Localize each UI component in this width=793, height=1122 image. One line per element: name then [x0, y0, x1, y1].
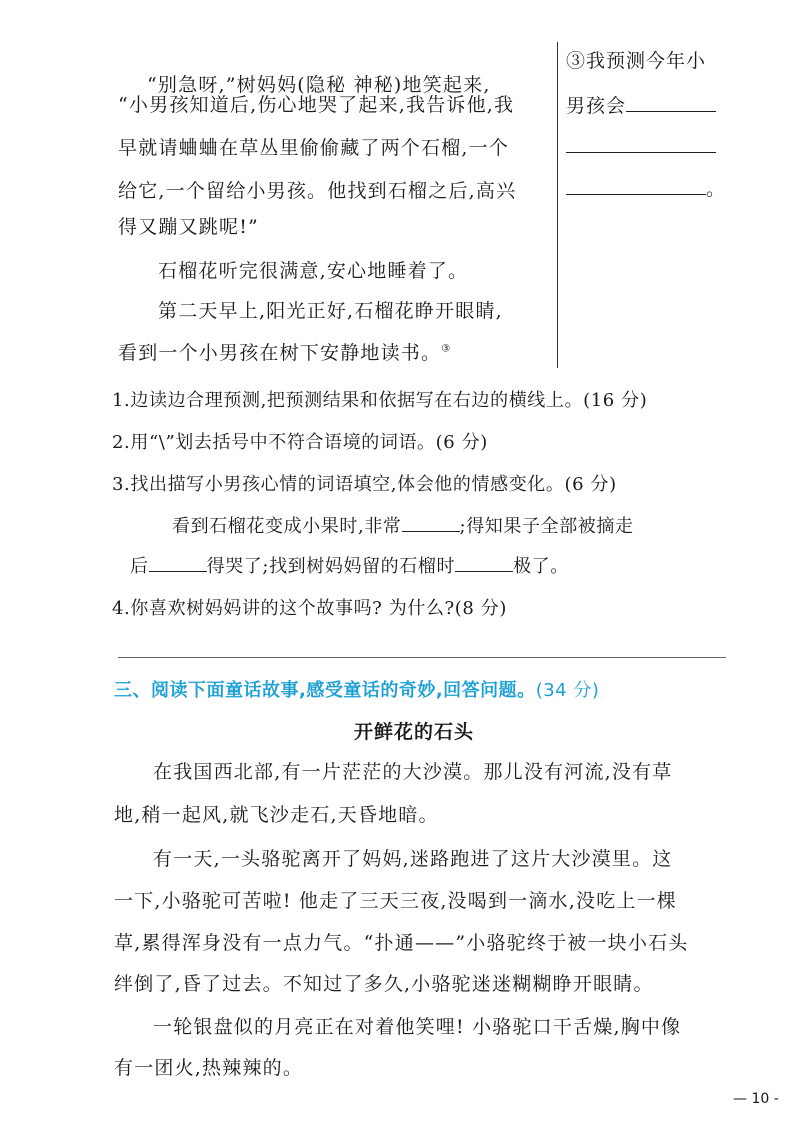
column-divider: [557, 42, 558, 368]
s3-line-5: 草,累得浑身没有一点力气。“扑通——”小骆驼终于被一块小石头: [114, 932, 689, 954]
s3-line-3: 有一天,一头骆驼离开了妈妈,迷路跑进了这片大沙漠里。这: [153, 848, 673, 870]
prediction-blank-2[interactable]: [566, 138, 716, 153]
story-line-7: 第二天早上,阳光正好,石榴花睁开眼睛,: [158, 300, 503, 322]
prediction-line-3: [566, 136, 716, 158]
page-number: — 10 -: [733, 1091, 779, 1107]
section-3-title-text: 三、阅读下面童话故事,感受童话的奇妙,回答问题。: [114, 680, 536, 701]
question-3: 3.找出描写小男孩心情的词语填空,体会他的情感变化。(6 分): [112, 474, 617, 495]
question-4: 4.你喜欢树妈妈讲的这个故事吗? 为什么?(8 分): [112, 598, 508, 619]
s3-line-4: 一下,小骆驼可苦啦! 他走了三天三夜,没喝到一滴水,没吃上一棵: [114, 890, 677, 912]
prediction-line-2: [566, 91, 716, 118]
footnote-mark: ③: [441, 343, 452, 355]
story-line-8: [118, 338, 451, 365]
prediction-prompt-2: 男孩会: [566, 95, 627, 117]
s3-line-7: 一轮银盘似的月亮正在对着他笑哩! 小骆驼口干舌燥,胸中像: [153, 1016, 682, 1038]
story-line-4: 给它,一个留给小男孩。他找到石榴之后,高兴: [118, 180, 517, 202]
section-3-title: [114, 676, 599, 702]
section-3-points: (34 分): [535, 680, 600, 701]
fill-text-b: ;得知果子全部被摘走: [459, 516, 634, 537]
fill-text-e: 极了。: [513, 556, 569, 577]
fill-text-a: 看到石榴花变成小果时,非常: [172, 516, 402, 537]
fill-text-c: 后: [130, 556, 149, 577]
story-line-6: 石榴花听完很满意,安心地睡着了。: [158, 260, 469, 282]
s3-line-2: 地,稍一起风,就飞沙走石,天昏地暗。: [114, 804, 439, 826]
story-line-8-text: 看到一个小男孩在树下安静地读书。: [118, 342, 442, 364]
question-1: 1.边读边合理预测,把预测结果和依据写在右边的横线上。(16 分): [112, 390, 648, 411]
prediction-blank-3[interactable]: [566, 180, 706, 195]
prediction-line-4: [566, 174, 726, 201]
question-3-fill-line-1: [172, 512, 634, 538]
story-line-3: 早就请蛐蛐在草丛里偷偷藏了两个石榴,一个: [118, 137, 510, 159]
question-3-fill-line-2: [130, 552, 569, 578]
prediction-prompt: ③我预测今年小: [566, 50, 707, 72]
prediction-blank-1[interactable]: [626, 97, 716, 112]
prediction-end-mark: 。: [706, 178, 727, 200]
fill-blank-2[interactable]: [149, 557, 207, 572]
fill-blank-1[interactable]: [402, 517, 460, 532]
story-title: 开鲜花的石头: [354, 721, 475, 743]
fill-blank-3[interactable]: [455, 557, 513, 572]
story-line-1: “别急呀,”树妈妈(隐秘 神秘)地笑起来,: [147, 74, 491, 96]
fill-text-d: 得哭了;找到树妈妈留的石榴时: [206, 556, 456, 577]
s3-line-8: 有一团火,热辣辣的。: [114, 1057, 304, 1079]
answer-line-q4[interactable]: [118, 657, 726, 658]
s3-line-1: 在我国西北部,有一片茫茫的大沙漠。那儿没有河流,没有草: [153, 761, 673, 783]
story-line-2: “小男孩知道后,伤心地哭了起来,我告诉他,我: [118, 94, 515, 116]
story-line-5: 得又蹦又跳呢!”: [118, 216, 259, 238]
s3-line-6: 绊倒了,昏了过去。不知过了多久,小骆驼迷迷糊糊睁开眼睛。: [114, 973, 654, 995]
question-2: 2.用“\”划去括号中不符合语境的词语。(6 分): [112, 432, 488, 453]
